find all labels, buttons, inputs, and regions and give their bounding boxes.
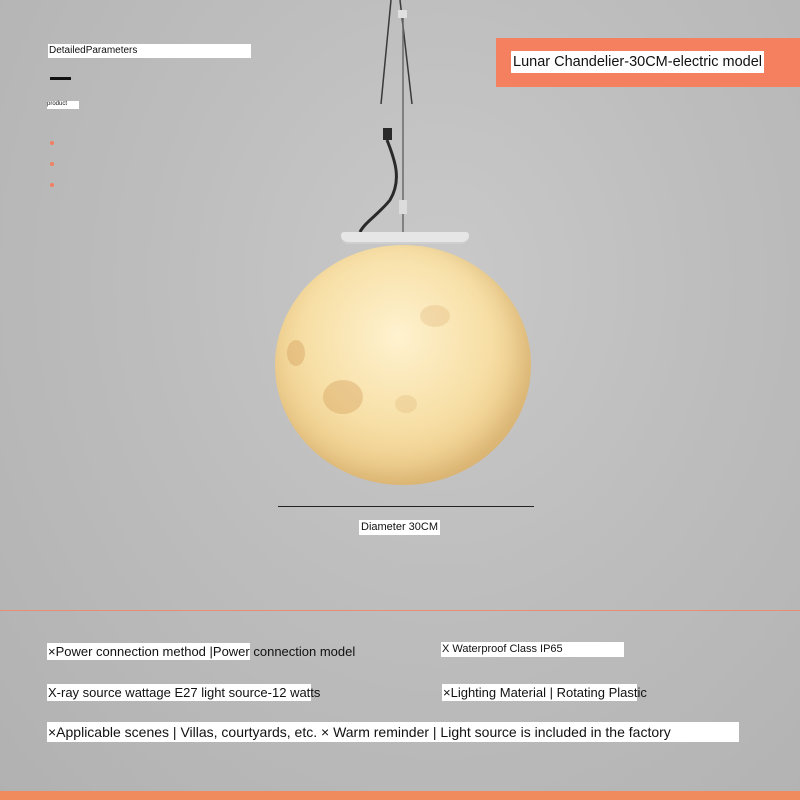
diameter-line: [278, 506, 534, 507]
bottom-accent-bar: [0, 791, 800, 800]
moon-lamp-globe: [275, 245, 531, 485]
section-divider: [0, 610, 800, 611]
lamp-cap: [341, 232, 469, 244]
section-title: DetailedParameters: [48, 44, 251, 58]
product-title: Lunar Chandelier-30CM-electric model: [511, 51, 764, 73]
spec-scenes-reminder: ×Applicable scenes | Villas, courtyards, etc. × Warm reminder | Light source is included in the factory: [47, 722, 739, 742]
product-tag: product: [47, 101, 79, 109]
diameter-label: Diameter 30CM: [361, 521, 439, 533]
spec-light-source: X-ray source wattage E27 light source-12 watts: [48, 685, 321, 700]
spec-waterproof: X Waterproof Class IP65: [441, 642, 624, 657]
spec-material: ×Lighting Material | Rotating Plastic: [443, 685, 647, 700]
spec-power-connection: ×Power connection method |Power connection model: [48, 644, 356, 659]
